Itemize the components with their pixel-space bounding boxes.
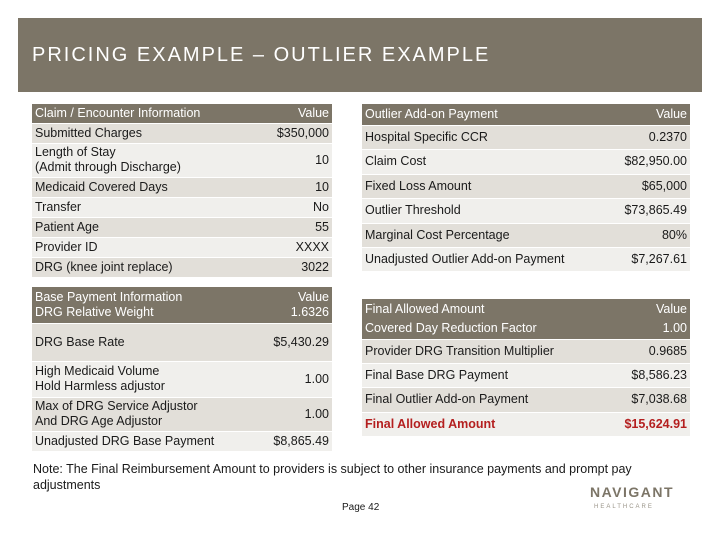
row-value: No: [242, 197, 332, 217]
row-label: Patient Age: [32, 217, 242, 237]
table-row: [362, 339, 690, 363]
table-row: [32, 361, 332, 397]
row-label: Final Allowed Amount: [362, 412, 602, 436]
table-header: [32, 104, 332, 123]
table-row: [362, 149, 690, 174]
logo-subtitle: HEALTHCARE: [594, 504, 654, 510]
table-row: [362, 363, 690, 387]
header-label-text: Final Allowed Amount: [365, 302, 485, 316]
table-row: [32, 431, 332, 451]
page-number: Page 42: [342, 502, 380, 513]
row-value: $7,038.68: [602, 387, 690, 412]
table-row: [362, 125, 690, 149]
table-row: [362, 223, 690, 247]
table-row: [32, 197, 332, 217]
header-value: [242, 287, 332, 323]
row-label: Submitted Charges: [32, 123, 242, 143]
slide-title: PRICING EXAMPLE – OUTLIER EXAMPLE: [32, 44, 491, 66]
row-label: Length of Stay (Admit through Discharge): [32, 143, 242, 177]
table-row: [32, 143, 332, 177]
row-value: 55: [242, 217, 332, 237]
row-value: $350,000: [242, 123, 332, 143]
row-value: 1.6326: [290, 305, 329, 319]
row-value: $5,430.29: [242, 323, 332, 361]
row-value: 80%: [602, 223, 690, 247]
header-label-text: Base Payment Information: [35, 290, 183, 304]
table-row: [32, 323, 332, 361]
row-value: 10: [242, 143, 332, 177]
row-value: 1.00: [662, 321, 687, 335]
table-row: [362, 247, 690, 271]
footnote: Note: The Final Reimbursement Amount to providers is subject to other insurance payments and prompt pay adjustments: [33, 462, 632, 492]
title-banner: [18, 18, 702, 92]
row-label: Provider DRG Transition Multiplier: [362, 339, 602, 363]
row-value: 0.2370: [602, 125, 690, 149]
row-value: 0.9685: [602, 339, 690, 363]
header-value-text: Value: [655, 302, 687, 316]
row-label: Final Outlier Add-on Payment: [362, 387, 602, 412]
row-label: Final Base DRG Payment: [362, 363, 602, 387]
header-value: Value: [242, 104, 332, 123]
table-header: [32, 287, 332, 323]
header-value: [602, 299, 690, 339]
row-label: DRG Base Rate: [32, 323, 242, 361]
row-label: Outlier Threshold: [362, 198, 602, 223]
navigant-logo: [590, 484, 690, 520]
logo-word: NAVIGANT: [590, 484, 675, 500]
table-row: [32, 237, 332, 257]
row-value: $65,000: [602, 174, 690, 198]
table-row: [32, 123, 332, 143]
table-row: [362, 174, 690, 198]
row-label: Provider ID: [32, 237, 242, 257]
outlier-table: [362, 104, 690, 272]
table-row: [32, 397, 332, 431]
header-label: Claim / Encounter Information: [32, 104, 242, 123]
row-label: DRG (knee joint replace): [32, 257, 242, 277]
row-label: Transfer: [32, 197, 242, 217]
row-value: $8,586.23: [602, 363, 690, 387]
row-value: $73,865.49: [602, 198, 690, 223]
row-label: Hospital Specific CCR: [362, 125, 602, 149]
row-label: Unadjusted Outlier Add-on Payment: [362, 247, 602, 271]
row-value: $8,865.49: [242, 431, 332, 451]
row-label: Unadjusted DRG Base Payment: [32, 431, 242, 451]
row-label: Fixed Loss Amount: [362, 174, 602, 198]
row-label: Marginal Cost Percentage: [362, 223, 602, 247]
table-row: [362, 387, 690, 412]
row-value: 3022: [242, 257, 332, 277]
row-value: 10: [242, 177, 332, 197]
row-value: XXXX: [242, 237, 332, 257]
final-allowed-table: [362, 299, 690, 437]
header-label: [362, 299, 602, 339]
header-label: [32, 287, 242, 323]
row-value: 1.00: [242, 397, 332, 431]
row-label: High Medicaid Volume Hold Harmless adjustor: [32, 361, 242, 397]
base-payment-table: [32, 287, 332, 452]
claim-info-table: [32, 104, 332, 278]
header-value: Value: [602, 104, 690, 125]
table-row: [362, 198, 690, 223]
row-value: $82,950.00: [602, 149, 690, 174]
table-row: [32, 177, 332, 197]
row-value: $15,624.91: [602, 412, 690, 436]
row-label: Claim Cost: [362, 149, 602, 174]
header-value-text: Value: [297, 290, 329, 304]
row-value: 1.00: [242, 361, 332, 397]
row-label: DRG Relative Weight: [35, 305, 154, 319]
table-row: [32, 257, 332, 277]
header-label: Outlier Add-on Payment: [362, 104, 602, 125]
row-value: $7,267.61: [602, 247, 690, 271]
table-row: [32, 217, 332, 237]
row-label: Max of DRG Service Adjustor And DRG Age Adjustor: [32, 397, 242, 431]
row-label: Covered Day Reduction Factor: [365, 321, 537, 335]
table-header: [362, 299, 690, 339]
table-header: [362, 104, 690, 125]
row-label: Medicaid Covered Days: [32, 177, 242, 197]
total-row: [362, 412, 690, 436]
